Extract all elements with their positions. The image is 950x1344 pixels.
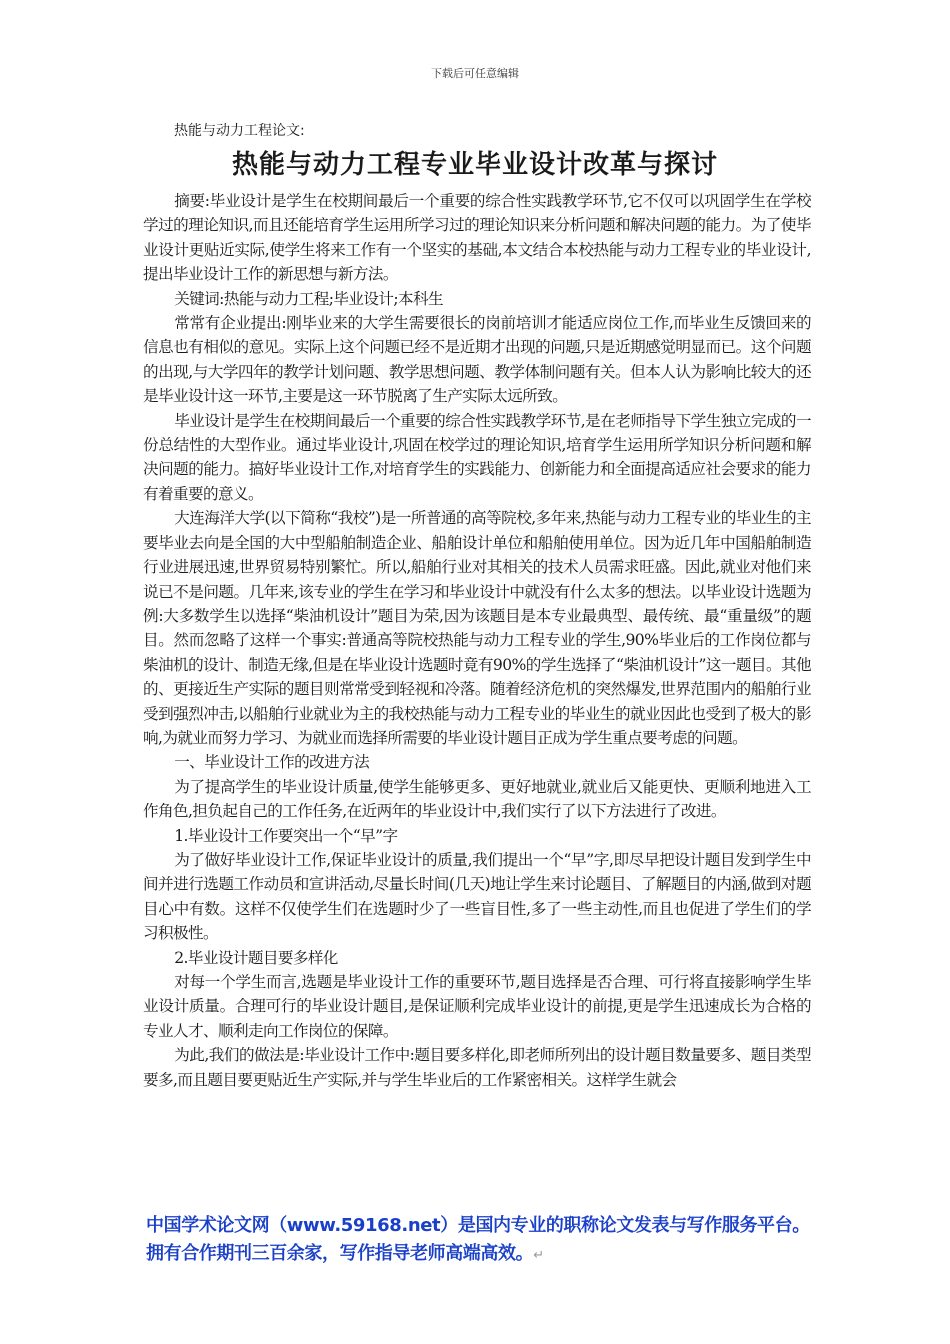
- document-body: [143, 189, 811, 1092]
- category-label: 热能与动力工程论文:: [174, 123, 305, 139]
- keywords-paragraph: 关键词:热能与动力工程;毕业设计;本科生: [174, 289, 444, 308]
- body-paragraph: 大连海洋大学(以下简称“我校”)是一所普通的高等院校,多年来,热能与动力工程专业的毕业生的主要毕业去向是全国的大中型船舶制造企业、船舶设计单位和船舶使用单位。因为近几年中国船舶制造行业进展迅速,世界贸易特别繁忙。所以,船舶行业对其相关的技术人员需求旺盛。因此,就业对他们来说已不是问题。几年来,该专业的学生在学习和毕业设计中就没有什么太多的想法。以毕业设计选题为例:大多数学生以选择“柴油机设计”题目为荣,因为该题目是本专业最典型、最传统、最“重量级”的题目。然而忽略了这样一个事实:普通高等院校热能与动力工程专业的学生,90%毕业后的工作岗位都与柴油机的设计、制造无缘,但是在毕业设计选题时竟有90%的学生选择了“柴油机设计”这一题目。其他的、更接近生产实际的题目则常常受到轻视和冷落。随着经济危机的突然爆发,世界范围内的船舶行业受到强烈冲击,以船舶行业就业为主的我校热能与动力工程专业的毕业生的就业因此也受到了极大的影响,为就业而努力学习、为就业而选择所需要的毕业设计题目正成为学生重点要考虑的问题。: [143, 509, 811, 747]
- footer-advertisement: [146, 1212, 826, 1270]
- subsection-heading: 2.毕业设计题目要多样化: [174, 948, 338, 967]
- body-paragraph: 为此,我们的做法是:毕业设计工作中:题目要多样化,即老师所列出的设计题目数量要多、题目类型要多,而且题目要更贴近生产实际,并与学生毕业后的工作紧密相关。这样学生就会: [143, 1046, 811, 1089]
- abstract-paragraph: 摘要:毕业设计是学生在校期间最后一个重要的综合性实践教学环节,它不仅可以巩固学生在学校学过的理论知识,而且还能培育学生运用所学习过的理论知识来分析问题和解决问题的能力。为了使毕业设计更贴近实际,使学生将来工作有一个坚实的基础,本文结合本校热能与动力工程专业的毕业设计,提出毕业设计工作的新思想与新方法。: [143, 192, 811, 284]
- subsection-heading: 1.毕业设计工作要突出一个“早”字: [174, 826, 398, 845]
- page-header-note: 下载后可任意编辑: [431, 67, 519, 80]
- return-mark-icon: ↵: [533, 1248, 544, 1263]
- section-heading: 一、毕业设计工作的改进方法: [174, 753, 370, 772]
- body-paragraph: 对每一个学生而言,选题是毕业设计工作的重要环节,题目选择是否合理、可行将直接影响学生毕业设计质量。合理可行的毕业设计题目,是保证顺利完成毕业设计的前提,更是学生迅速成长为合格的专业人才、顺利走向工作岗位的保障。: [143, 973, 811, 1040]
- body-paragraph: 毕业设计是学生在校期间最后一个重要的综合性实践教学环节,是在老师指导下学生独立完成的一份总结性的大型作业。通过毕业设计,巩固在校学过的理论知识,培育学生运用所学知识分析问题和解决问题的能力。搞好毕业设计工作,对培育学生的实践能力、创新能力和全面提高适应社会要求的能力有着重要的意义。: [143, 411, 811, 503]
- body-paragraph: 常常有企业提出:刚毕业来的大学生需要很长的岗前培训才能适应岗位工作,而毕业生反馈回来的信息也有相似的意见。实际上这个问题已经不是近期才出现的问题,只是近期感觉明显而已。这个问题的出现,与大学四年的教学计划问题、教学思想问题、教学体制问题有关。但本人认为影响比较大的还是毕业设计这一环节,主要是这一环节脱离了生产实际太远所致。: [143, 314, 811, 406]
- document-title: 热能与动力工程专业毕业设计改革与探讨: [231, 150, 718, 180]
- footer-text: 中国学术论文网（www.59168.net）是国内专业的职称论文发表与写作服务平台。拥有合作期刊三百余家，写作指导老师高端高效。: [146, 1215, 810, 1264]
- body-paragraph: 为了提高学生的毕业设计质量,使学生能够更多、更好地就业,就业后又能更快、更顺利地进入工作角色,担负起自己的工作任务,在近两年的毕业设计中,我们实行了以下方法进行了改进。: [143, 777, 811, 821]
- body-paragraph: 为了做好毕业设计工作,保证毕业设计的质量,我们提出一个“早”字,即尽早把设计题目发到学生中间并进行选题工作动员和宣讲活动,尽量长时间(几天)地让学生来讨论题目、了解题目的内涵,做到对题目心中有数。这样不仅使学生们在选题时少了一些盲目性,多了一些主动性,而且也促进了学生们的学习积极性。: [143, 850, 811, 943]
